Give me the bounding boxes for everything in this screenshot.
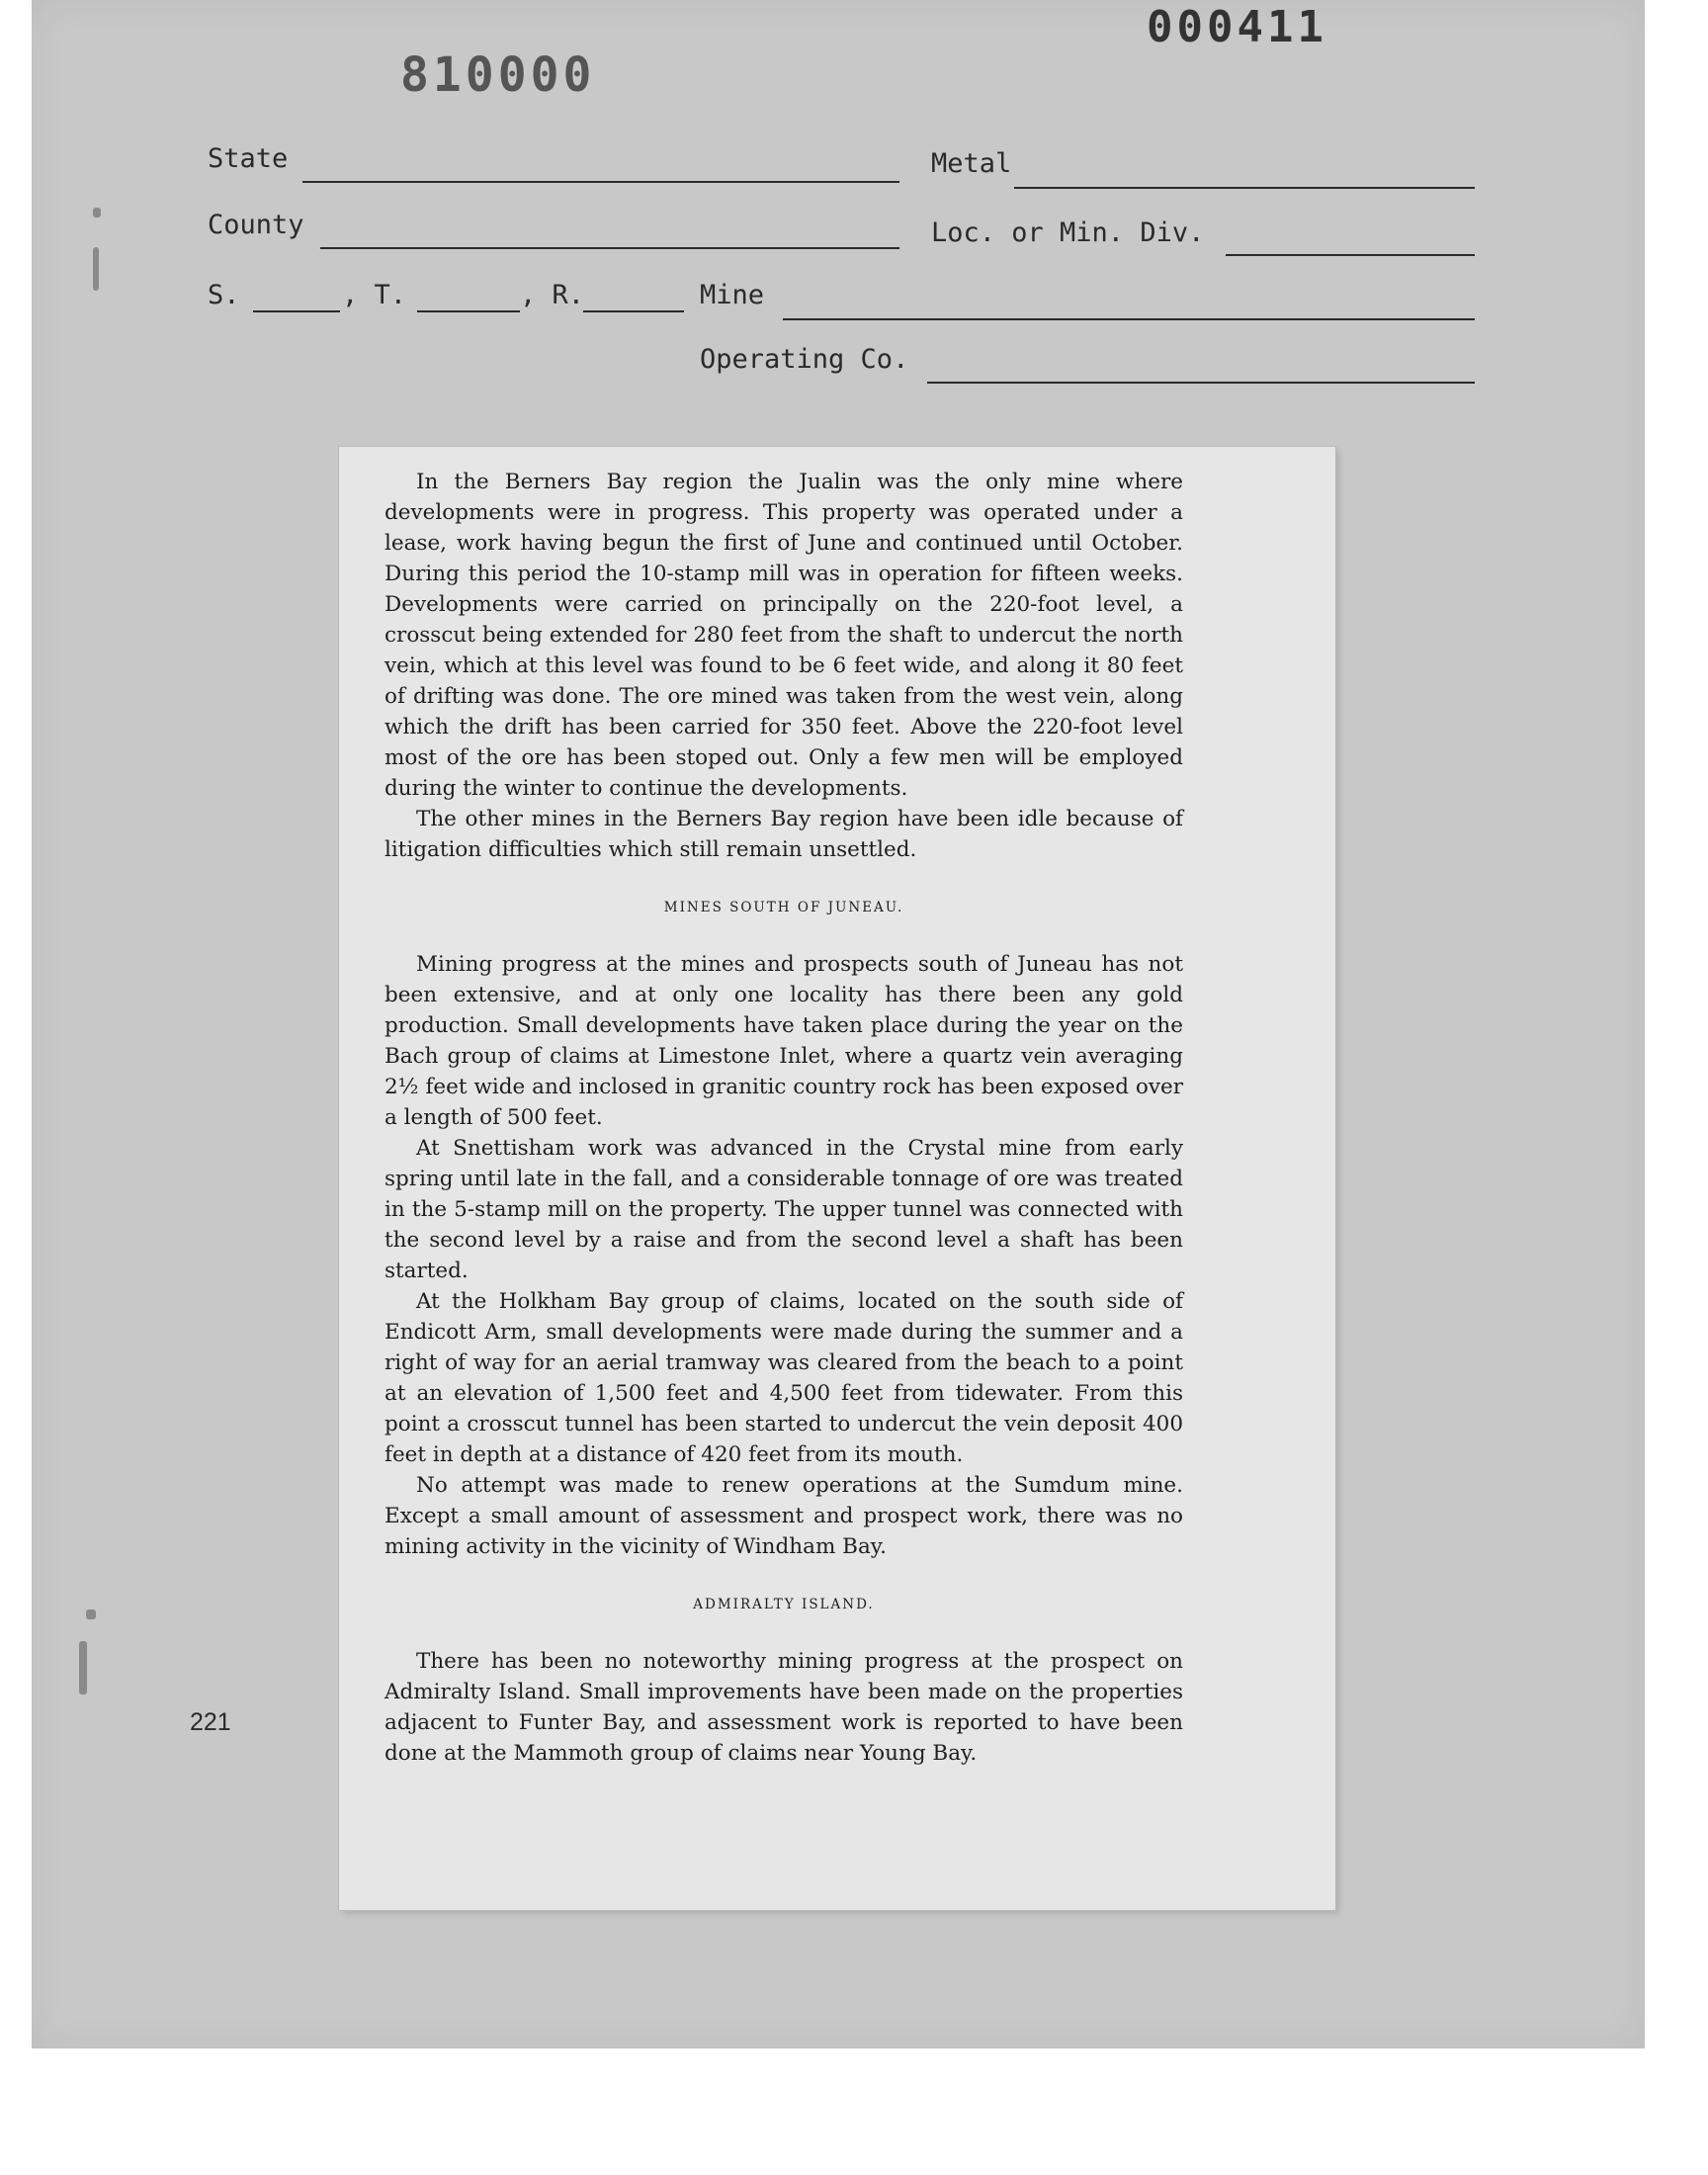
paragraph-admiralty: There has been no noteworthy mining progress at the prospect on Admiralty Island. Small improvements have been made on the properties adjacent to Funter Bay, and assessment work is reported to have been done at the Mammoth group of claims near Young Bay. [384,1649,1183,1766]
paragraph-snettisham: At Snettisham work was advanced in the Crystal mine from early spring until late in the fall, and a considerable tonnage of ore was treated in the 5-stamp mill on the property. The upper tunnel was connected with the second level by a raise and from the second level a shaft has been started. [384,1136,1183,1283]
metal-field-line [1014,187,1475,189]
county-field-line [320,247,899,249]
report-text [384,467,1183,1769]
mine-field-line [783,318,1475,320]
range-field-line [583,310,684,312]
secondary-number-stamp: 810000 [400,47,596,103]
metal-label: Metal [931,148,1012,179]
county-label: County [208,210,304,240]
township-field-line [417,310,520,312]
report-page [339,447,1335,1910]
section-field-line [253,310,340,312]
state-label: State [208,143,289,174]
page-number: 221 [190,1708,231,1736]
operating-co-label: Operating Co. [700,344,909,375]
paragraph-jualin: In the Berners Bay region the Jualin was the only mine where developments were in progress. This property was operated under a lease, work having begun the first of June and continued until October. During this period the 10-stamp mill was in operation for fifteen weeks. Developments were carried on principally on the 220-foot level, a crosscut being extended for 280 feet from the shaft to undercut the north vein, which at this level was found to be 6 feet wide, and along it 80 feet of drifting was done. The ore mined was taken from the west vein, along which the drift has been carried for 350 feet. Above the 220-foot level most of the ore has been stoped out. Only a few men will be employed during the winter to continue the developments. [384,470,1183,801]
range-label: , R. [520,280,585,310]
section-label: S. [208,280,240,310]
operating-co-field-line [927,382,1475,384]
loc-label: Loc. or Min. Div. [931,218,1205,248]
section-heading-south-juneau: MINES SOUTH OF JUNEAU. [663,900,904,915]
paragraph-berners-bay-idle: The other mines in the Berners Bay region have been idle because of litigation difficulties which still remain unsettled. [384,807,1183,862]
state-field-line [302,181,899,183]
paragraph-south-juneau: Mining progress at the mines and prospects south of Juneau has not been extensive, and at only one locality has there been any gold production. Small developments have taken place during the year on the Bach group of claims at Limestone Inlet, where a quartz vein averaging 2½ feet wide and inclosed in granitic country rock has been exposed over a length of 500 feet. [384,952,1183,1130]
section-heading-admiralty: ADMIRALTY ISLAND. [693,1597,875,1612]
loc-field-line [1226,254,1475,256]
mine-label: Mine [700,280,765,310]
document-number-stamp: 000411 [1147,2,1327,52]
paragraph-holkham-bay: At the Holkham Bay group of claims, located on the south side of Endicott Arm, small developments were made during the summer and a right of way for an aerial tramway was cleared from the beach to a point at an elevation of 1,500 feet and 4,500 feet from tidewater. From this point a crosscut tunnel has been started to undercut the vein deposit 400 feet in depth at a distance of 420 feet from its mouth. [384,1289,1183,1467]
paragraph-sumdum: No attempt was made to renew operations at the Sumdum mine. Except a small amount of assessment and prospect work, there was no mining activity in the vicinity of Windham Bay. [384,1473,1183,1559]
township-label: , T. [342,280,407,310]
